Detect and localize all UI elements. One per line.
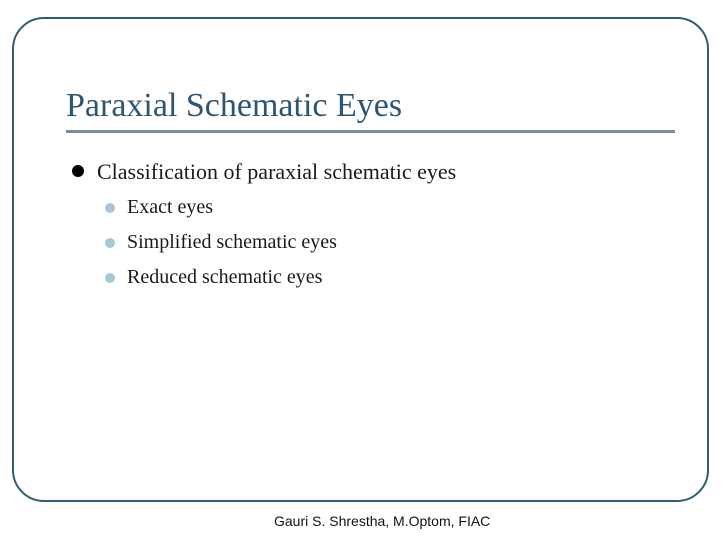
sub-bullet-text: Simplified schematic eyes <box>127 231 337 253</box>
bullet-text: Classification of paraxial schematic eyes <box>97 159 457 184</box>
bullet-dot-icon <box>72 165 84 177</box>
sub-bullet-dot-icon <box>105 273 115 283</box>
slide-title: Paraxial Schematic Eyes <box>66 87 403 124</box>
slide-footer: Gauri S. Shrestha, M.Optom, FIAC <box>274 513 491 529</box>
sub-bullet-text: Reduced schematic eyes <box>127 266 323 288</box>
sub-bullet-text: Exact eyes <box>127 196 214 218</box>
sub-bullet-dot-icon <box>105 238 115 248</box>
sub-bullet-dot-icon <box>105 203 115 213</box>
